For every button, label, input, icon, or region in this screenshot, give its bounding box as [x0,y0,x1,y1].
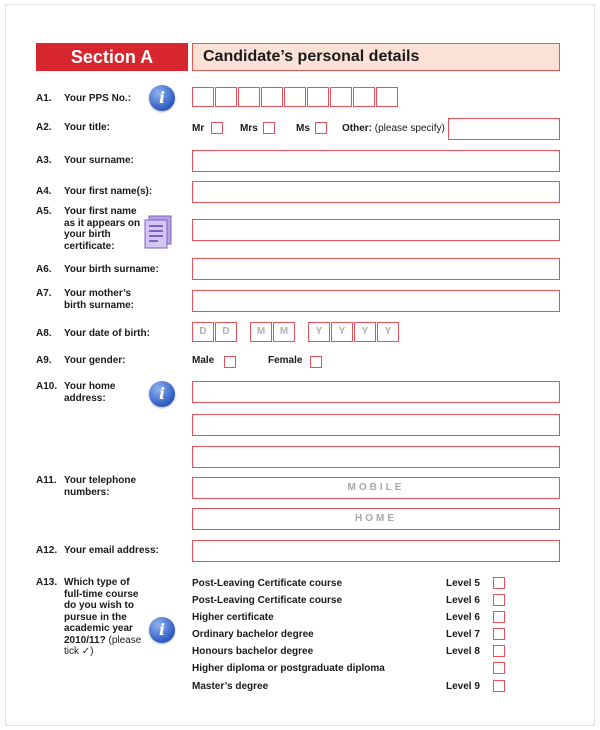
info-icon[interactable]: i [149,381,175,407]
pps-cell[interactable] [215,87,237,107]
pps-number-field[interactable] [192,87,398,107]
dob-cell[interactable]: M [273,322,295,342]
course-checkbox[interactable] [493,628,505,640]
dob-cell[interactable]: M [250,322,272,342]
question-label-a6: Your birth surname: [64,264,159,275]
pps-cell[interactable] [307,87,329,107]
course-checkbox[interactable] [493,662,505,674]
gender-male-checkbox[interactable] [224,356,236,368]
certificate-icon [143,215,173,249]
question-number-a7: A7. [36,288,52,299]
question-label-a11: Your telephone numbers: [64,475,137,498]
address-line-3-field[interactable] [192,446,560,468]
section-title: Candidate’s personal details [192,43,560,71]
course-checkbox[interactable] [493,645,505,657]
gender-female-checkbox[interactable] [310,356,322,368]
gender-female-label: Female [268,355,303,366]
mobile-phone-field[interactable]: MOBILE [192,477,560,499]
dob-cell[interactable]: D [215,322,237,342]
question-number-a10: A10. [36,381,58,392]
course-name: Master’s degree [192,681,269,692]
question-label-a12: Your email address: [64,545,159,556]
course-level: Level 8 [446,646,480,657]
question-label-a5: Your first name as it appears on your birth certificate: [64,206,141,252]
dob-cell[interactable]: Y [354,322,376,342]
dob-cell[interactable]: Y [377,322,399,342]
question-label-a10: Your home address: [64,381,116,404]
pps-cell[interactable] [284,87,306,107]
birth-certificate-name-field[interactable] [192,219,560,241]
info-icon[interactable]: i [149,85,175,111]
question-number-a2: A2. [36,122,52,133]
course-name: Higher certificate [192,612,274,623]
gender-male-label: Male [192,355,215,366]
question-number-a9: A9. [36,355,52,366]
title-option-label: Ms [296,123,310,134]
question-label-a9: Your gender: [64,355,126,366]
title-mr-checkbox[interactable] [211,122,223,134]
question-text-a13: Which type of full-time course do you wish to pursue in the academic year 2010/11? [64,577,139,646]
question-number-a6: A6. [36,264,52,275]
course-name: Ordinary bachelor degree [192,629,314,640]
pps-cell[interactable] [353,87,375,107]
question-label-a2: Your title: [64,122,110,133]
course-level: Level 6 [446,612,480,623]
question-label-a3: Your surname: [64,155,134,166]
question-number-a5: A5. [36,206,52,217]
question-number-a12: A12. [36,545,58,556]
course-name: Higher diploma or postgraduate diploma [192,663,385,674]
course-checkbox[interactable] [493,611,505,623]
dob-cell[interactable]: Y [331,322,353,342]
course-name: Post-Leaving Certificate course [192,595,343,606]
question-number-a11: A11. [36,475,57,486]
question-label-a4: Your first name(s): [64,186,153,197]
section-label: Section A [36,43,188,71]
pps-cell[interactable] [238,87,260,107]
first-names-field[interactable] [192,181,560,203]
course-level: Level 6 [446,595,480,606]
course-level: Level 7 [446,629,480,640]
pps-cell[interactable] [376,87,398,107]
address-line-1-field[interactable] [192,381,560,403]
email-field[interactable] [192,540,560,562]
course-name: Post-Leaving Certificate course [192,578,343,589]
home-phone-field[interactable]: HOME [192,508,560,530]
dob-cell[interactable]: D [192,322,214,342]
tick-hint: (please tick ✓) [64,634,142,657]
question-number-a13: A13. [36,577,58,588]
question-label-a1: Your PPS No.: [64,93,132,104]
question-label-a7: Your mother’s birth surname: [64,288,135,311]
pps-cell[interactable] [330,87,352,107]
title-ms-checkbox[interactable] [315,122,327,134]
course-checkbox[interactable] [493,594,505,606]
address-line-2-field[interactable] [192,414,560,436]
date-of-birth-field[interactable] [192,322,404,342]
question-label-a13 [64,577,150,658]
question-number-a4: A4. [36,186,52,197]
other-hint: (please specify) [374,123,445,134]
mother-birth-surname-field[interactable] [192,290,560,312]
pps-cell[interactable] [192,87,214,107]
title-other-label [342,123,445,134]
course-level: Level 5 [446,578,480,589]
birth-surname-field[interactable] [192,258,560,280]
course-checkbox[interactable] [493,577,505,589]
question-number-a8: A8. [36,328,52,339]
dob-cell[interactable]: Y [308,322,330,342]
title-other-field[interactable] [448,118,560,140]
question-label-a8: Your date of birth: [64,328,150,339]
pps-cell[interactable] [261,87,283,107]
title-option-label: Mrs [240,123,258,134]
course-name: Honours bachelor degree [192,646,314,657]
title-mrs-checkbox[interactable] [263,122,275,134]
title-option-label: Mr [192,123,205,134]
surname-field[interactable] [192,150,560,172]
course-checkbox[interactable] [493,680,505,692]
question-number-a1: A1. [36,93,52,104]
course-level: Level 9 [446,681,480,692]
question-number-a3: A3. [36,155,52,166]
info-icon[interactable]: i [149,617,175,643]
other-label: Other: [342,123,372,134]
